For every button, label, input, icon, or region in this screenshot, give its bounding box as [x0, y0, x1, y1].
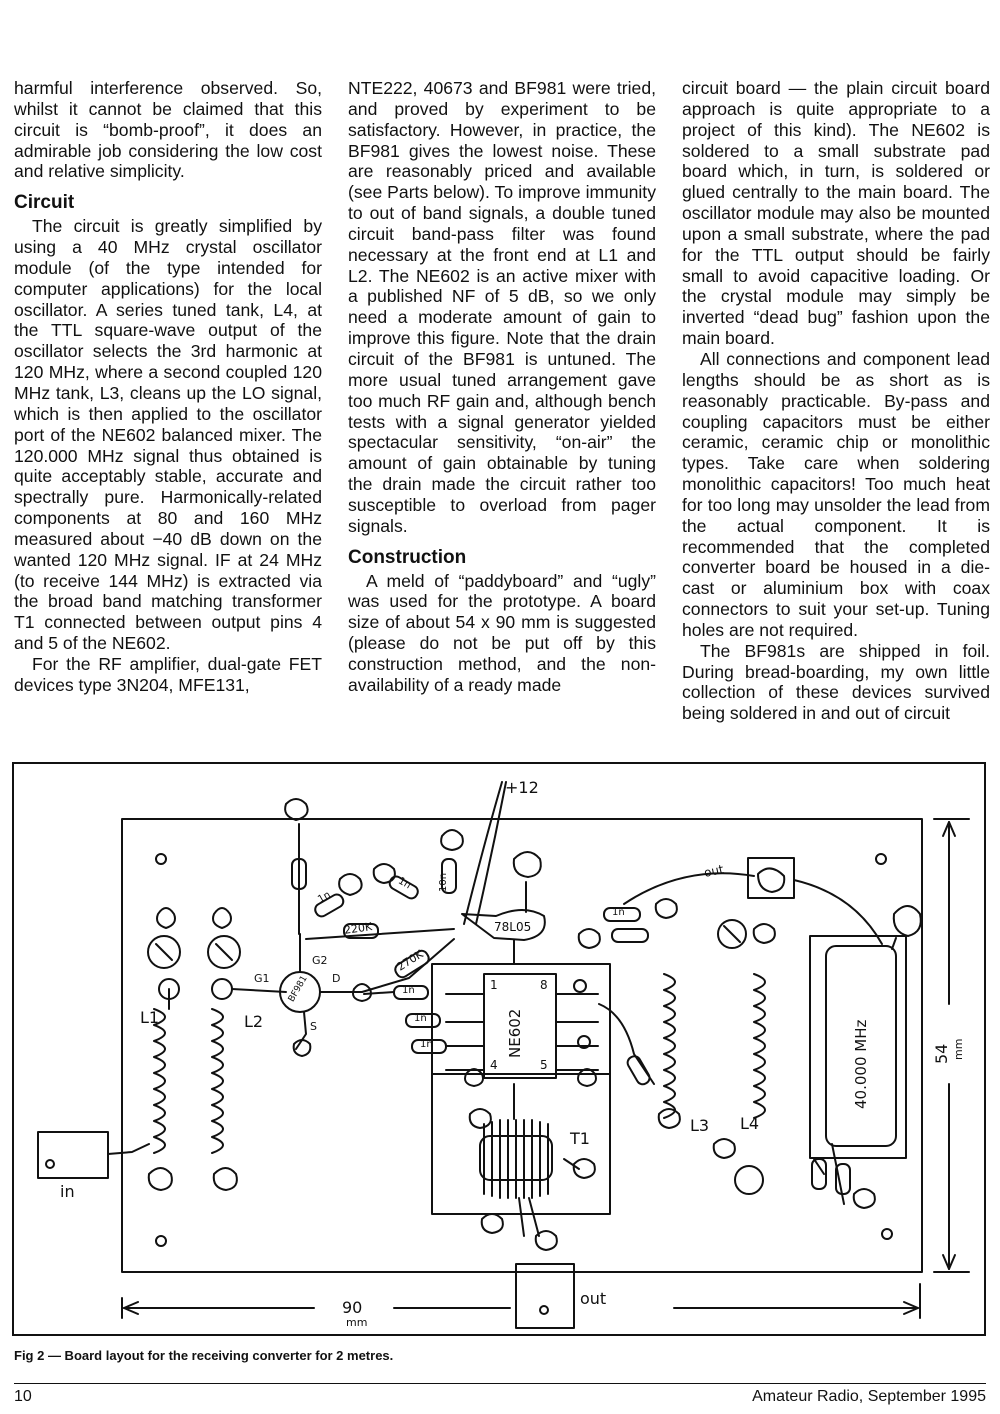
label-d: D — [332, 972, 341, 985]
mounting-hole — [156, 854, 166, 864]
output-wires — [519, 1198, 539, 1236]
label-cap-1n: 1n — [414, 1013, 427, 1024]
label-pin8: 8 — [540, 978, 548, 992]
pad — [441, 830, 463, 850]
pad — [514, 852, 541, 877]
pad — [894, 906, 921, 936]
pad — [735, 1166, 763, 1194]
coil-l4 — [754, 974, 765, 1118]
label-dim-90: 90 — [342, 1298, 363, 1317]
pad — [339, 874, 362, 895]
if-out-trace — [624, 873, 754, 904]
pad — [482, 1214, 503, 1233]
label-pin1: 1 — [490, 978, 498, 992]
label-pin4: 4 — [490, 1058, 498, 1072]
output-connector — [516, 1264, 574, 1328]
pad — [149, 1168, 172, 1190]
pad — [157, 908, 175, 928]
board-layout-figure — [12, 762, 986, 1336]
label-cap-1n: 1n — [402, 985, 415, 996]
label-cap-1n: 1n — [316, 889, 333, 906]
label-cap-1n: 1n — [612, 907, 625, 918]
pad — [465, 1069, 483, 1086]
supply-wire — [464, 782, 502, 924]
label-supply: +12 — [505, 778, 539, 797]
label-cap-1n: 1n — [420, 1039, 433, 1050]
resistor — [612, 929, 648, 942]
label-l3: L3 — [690, 1116, 710, 1135]
coil-l3 — [664, 974, 675, 1118]
pad — [470, 1109, 491, 1128]
gate2-bias-trace — [306, 929, 454, 939]
paragraph: A meld of “paddyboard” and “ugly” was used for the prototype. A board size of about 54 x 90 mm is suggested (please do not be put off by this construction method, and the non-availability of a ready made — [348, 570, 656, 695]
paragraph: For the RF amplifier, dual-gate FET devices type 3N204, MFE131, — [14, 653, 322, 695]
paragraph: The circuit is greatly simplified by using a 40 MHz crystal oscillator module (of the type intended for computer applications) for the local oscillator. A series tuned tank, L4, at the TTL square-wave output of the oscillator selects the 3rd harmonic at 120 MHz, where a second coupled 120 MHz tank, L3, cleans up the LO signal, which is then applied to the oscillator port of the NE602 balanced mixer. The 120.000 MHz signal thus obtained is quite acceptably stable, accurate and spectrally pure. Harmonically-related components at 80 and 160 MHz measured about −40 dB down on the wanted 120 MHz signal. IF at 24 MHz (to receive 144 MHz) is extracted via the broad band matching transformer T1 connected between output pins 4 and 5 of the NE602. — [14, 216, 322, 654]
label-in: in — [60, 1182, 75, 1201]
label-fet: BF981 — [286, 974, 310, 1004]
text-column-2 — [348, 78, 656, 696]
label-xtal: 40.000 MHz — [852, 1019, 870, 1109]
label-l2: L2 — [244, 1012, 264, 1031]
label-dim-90-unit: mm — [346, 1316, 368, 1329]
figure-caption: Fig 2 — Board layout for the receiving converter for 2 metres. — [14, 1348, 394, 1363]
paragraph: The BF981s are shipped in foil. During bread-boarding, my own little collection of these devices survived being soldered in and out of circuit — [682, 640, 990, 724]
label-pin5: 5 — [540, 1058, 548, 1072]
label-s: S — [310, 1020, 317, 1033]
pad — [714, 1139, 735, 1158]
capacitor — [625, 1054, 651, 1086]
pad — [285, 799, 308, 820]
label-cap-10n: 10n — [438, 872, 449, 892]
mounting-hole — [156, 1236, 166, 1246]
label-dim-54-unit: mm — [952, 1038, 965, 1060]
coil-l1 — [154, 1009, 165, 1153]
label-dim-54: 54 — [932, 1043, 951, 1064]
board-layout-drawing — [14, 764, 984, 1334]
section-heading-construction: Construction — [348, 546, 467, 568]
label-cap-1n: 1n — [396, 875, 413, 892]
pad — [212, 979, 232, 999]
label-l1: L1 — [140, 1008, 160, 1027]
pad — [536, 1231, 557, 1250]
pad — [656, 899, 677, 918]
label-r-220k: 220K — [343, 920, 373, 937]
source-trace — [296, 1012, 306, 1049]
pad — [214, 1168, 237, 1190]
pad — [579, 929, 600, 948]
pad — [213, 908, 231, 928]
section-heading-circuit: Circuit — [14, 192, 75, 214]
input-connector — [38, 1132, 108, 1178]
gate1-trace — [232, 989, 286, 992]
label-out-connector: out — [580, 1289, 607, 1308]
journal-name: Amateur Radio, September 1995 — [752, 1388, 986, 1405]
footer-rule — [14, 1383, 986, 1384]
label-out-trace: out — [702, 862, 725, 880]
label-g2: G2 — [312, 954, 328, 967]
text-column-1 — [14, 78, 322, 696]
pad — [659, 1109, 680, 1128]
paragraph: harmful interference observed. So, whilst it cannot be claimed that this circuit is “bomb-proof”, it does an admirable job considering the low cost and relative simplicity. — [14, 78, 322, 182]
transformer-t1 — [484, 1120, 548, 1198]
pad — [854, 1189, 875, 1208]
label-t1: T1 — [570, 1129, 590, 1148]
coil-l2 — [212, 1009, 223, 1153]
label-l4: L4 — [740, 1114, 760, 1133]
label-reg: 78L05 — [494, 920, 532, 934]
page-number: 10 — [14, 1388, 32, 1405]
mounting-hole — [876, 854, 886, 864]
label-ic: NE602 — [506, 1008, 524, 1058]
pad — [374, 864, 395, 883]
paragraph: circuit board — the plain circuit board approach is quite appropriate to a project of this kind). The NE602 is soldered to a small substrate pad board which, in turn, is soldered or glued centrally to the main board. The oscillator module may also be mounted upon a small substrate, where the pad for the TTL output should be fairly small to avoid capacitive loading. Or the crystal module may simply be inverted “dead bug” fashion upon the main board. — [682, 78, 990, 349]
pad — [578, 1069, 596, 1086]
paragraph: NTE222, 40673 and BF981 were tried, and proved by experiment to be satisfactory. However, in practice, the BF981 gives the lowest noise. These are reasonably priced and available (see Parts below). To improve immunity to out of band signals, a double tuned circuit band-pass filter was found necessary at the front end at L1 and L2. The NE602 is an active mixer with a published NF of 5 dB, so we only need a moderate amount of gain to improve this figure. Note that the drain circuit of the BF981 is untuned. The more usual tuned arrangement gave too much RF gain and, although bench tests with a signal generator yielded spectacular sensitivity, “on-air” the amount of gain obtainable by tuning the drain made the circuit rather too susceptible to overload from pager signals. — [348, 78, 656, 536]
label-r-270k: 270K — [394, 947, 426, 974]
input-connector-pin — [46, 1160, 54, 1168]
lo-trace — [599, 1004, 654, 1084]
input-trace — [108, 1144, 149, 1154]
mounting-hole — [882, 1229, 892, 1239]
paragraph: All connections and component lead lengths should be as short as is reasonably practicable. By-pass and coupling capacitors must be either ceramic, ceramic chip or monolithic types. Take care when soldering monolithic capacitors! Too much heat for too long may unsolder the lead from the actual component. It is recommended that the completed converter board be housed in a die-cast or aluminium box with coax connectors to suit your set-up. Tuning holes are not required. — [682, 348, 990, 640]
pad — [754, 924, 775, 943]
pad — [574, 980, 586, 992]
text-column-3 — [682, 78, 990, 724]
output-connector-pin — [540, 1306, 548, 1314]
label-g1: G1 — [254, 972, 270, 985]
